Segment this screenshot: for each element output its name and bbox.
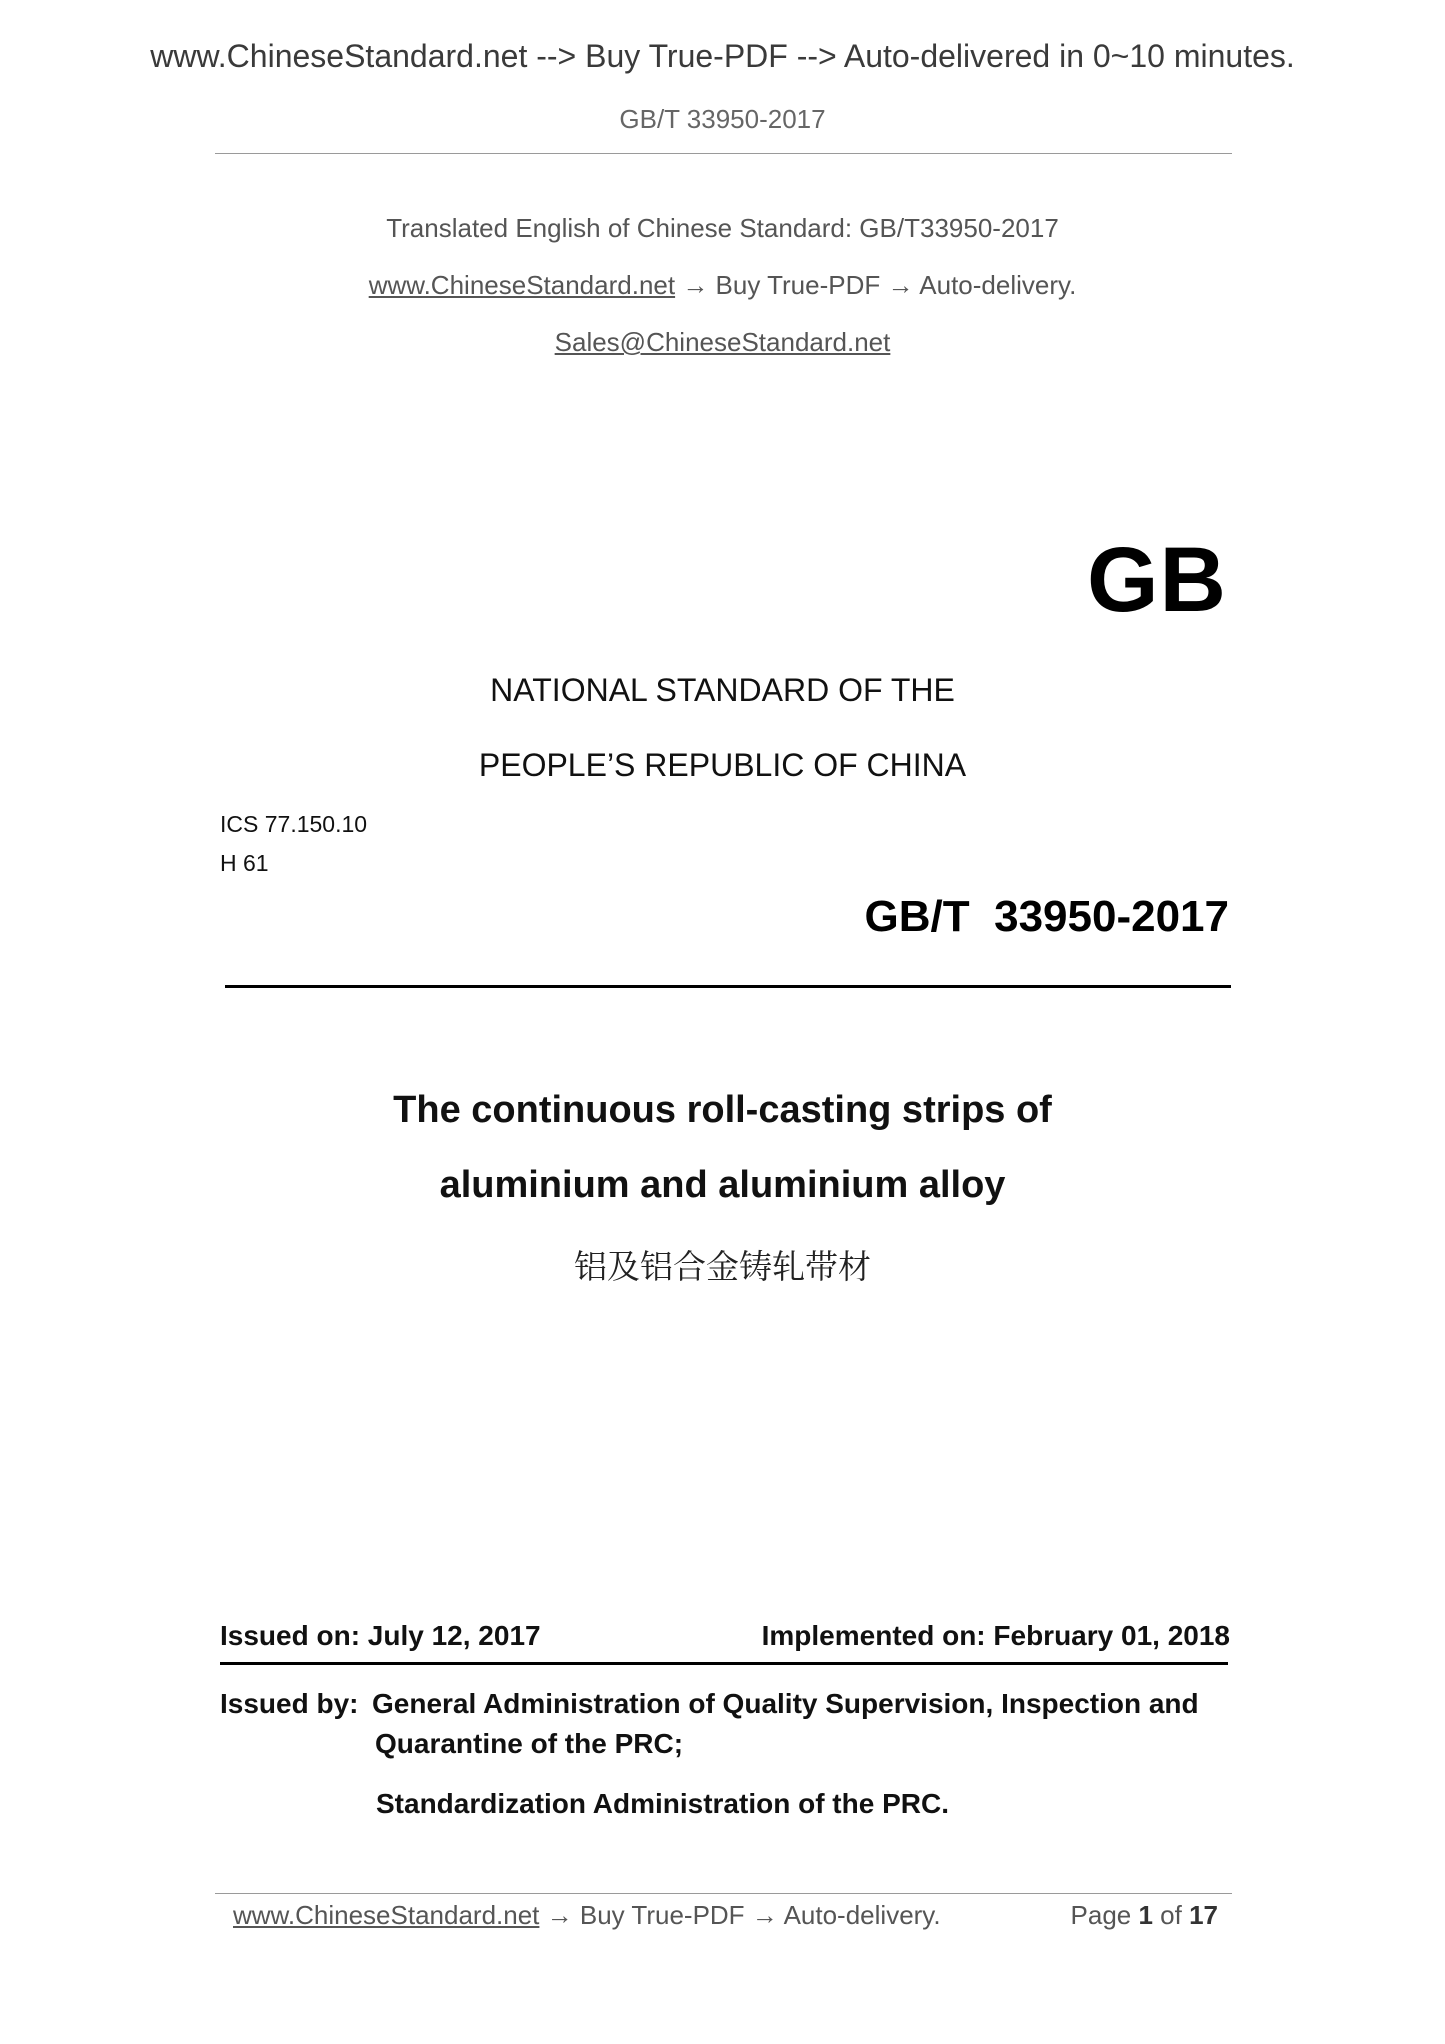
title-line2: aluminium and aluminium alloy: [439, 1164, 1006, 1206]
page-of: of: [1152, 1900, 1190, 1930]
footer-buy-text: → Buy True-PDF → Auto-delivery.: [539, 1900, 941, 1930]
standard-number: GB/T 33950-2017: [864, 892, 1229, 941]
gb-mark: GB: [1087, 529, 1227, 631]
buy-line-text: → Buy True-PDF → Auto-delivery.: [675, 270, 1077, 300]
sales-line: [0, 327, 1445, 358]
issuer2: Standardization Administration of the PRC.: [376, 1788, 949, 1819]
ics-code: ICS 77.150.10: [220, 811, 368, 837]
national-standard-line2: PEOPLE’S REPUBLIC OF CHINA: [478, 747, 967, 783]
issue-divider: [220, 1662, 1228, 1665]
page-total: 17: [1189, 1900, 1218, 1930]
translated-line: Translated English of Chinese Standard: GB/T33950-2017: [386, 213, 1059, 243]
top-banner: www.ChineseStandard.net --> Buy True-PDF --> Auto-delivered in 0~10 minutes.: [150, 38, 1295, 74]
page-indicator: [1071, 1900, 1218, 1931]
issuer1-line1: General Administration of Quality Supervision, Inspection and: [372, 1688, 1199, 1719]
footer-buy-line: [233, 1900, 941, 1931]
header-standard-code: GB/T 33950-2017: [619, 104, 826, 134]
title-line1: The continuous roll-casting strips of: [393, 1089, 1052, 1131]
standard-number-divider: [225, 985, 1231, 988]
footer-divider: [215, 1893, 1232, 1894]
title-chinese: 铝及铝合金铸轧带材: [574, 1247, 871, 1286]
issued-by-label: Issued by:: [220, 1688, 359, 1719]
header-divider: [215, 153, 1232, 154]
page-current: 1: [1138, 1900, 1153, 1930]
issued-on-date: Issued on: July 12, 2017: [220, 1620, 541, 1651]
website-link[interactable]: www.ChineseStandard.net: [368, 270, 676, 300]
sales-email-link[interactable]: Sales@ChineseStandard.net: [554, 327, 891, 357]
buy-line: [0, 270, 1445, 301]
page-label: Page: [1070, 1900, 1139, 1930]
ccs-code: H 61: [220, 850, 269, 876]
issuer1-line2: Quarantine of the PRC;: [375, 1728, 684, 1759]
implemented-on-date: Implemented on: February 01, 2018: [761, 1620, 1230, 1651]
footer-website-link[interactable]: www.ChineseStandard.net: [233, 1900, 540, 1930]
national-standard-line1: NATIONAL STANDARD OF THE: [490, 672, 955, 708]
